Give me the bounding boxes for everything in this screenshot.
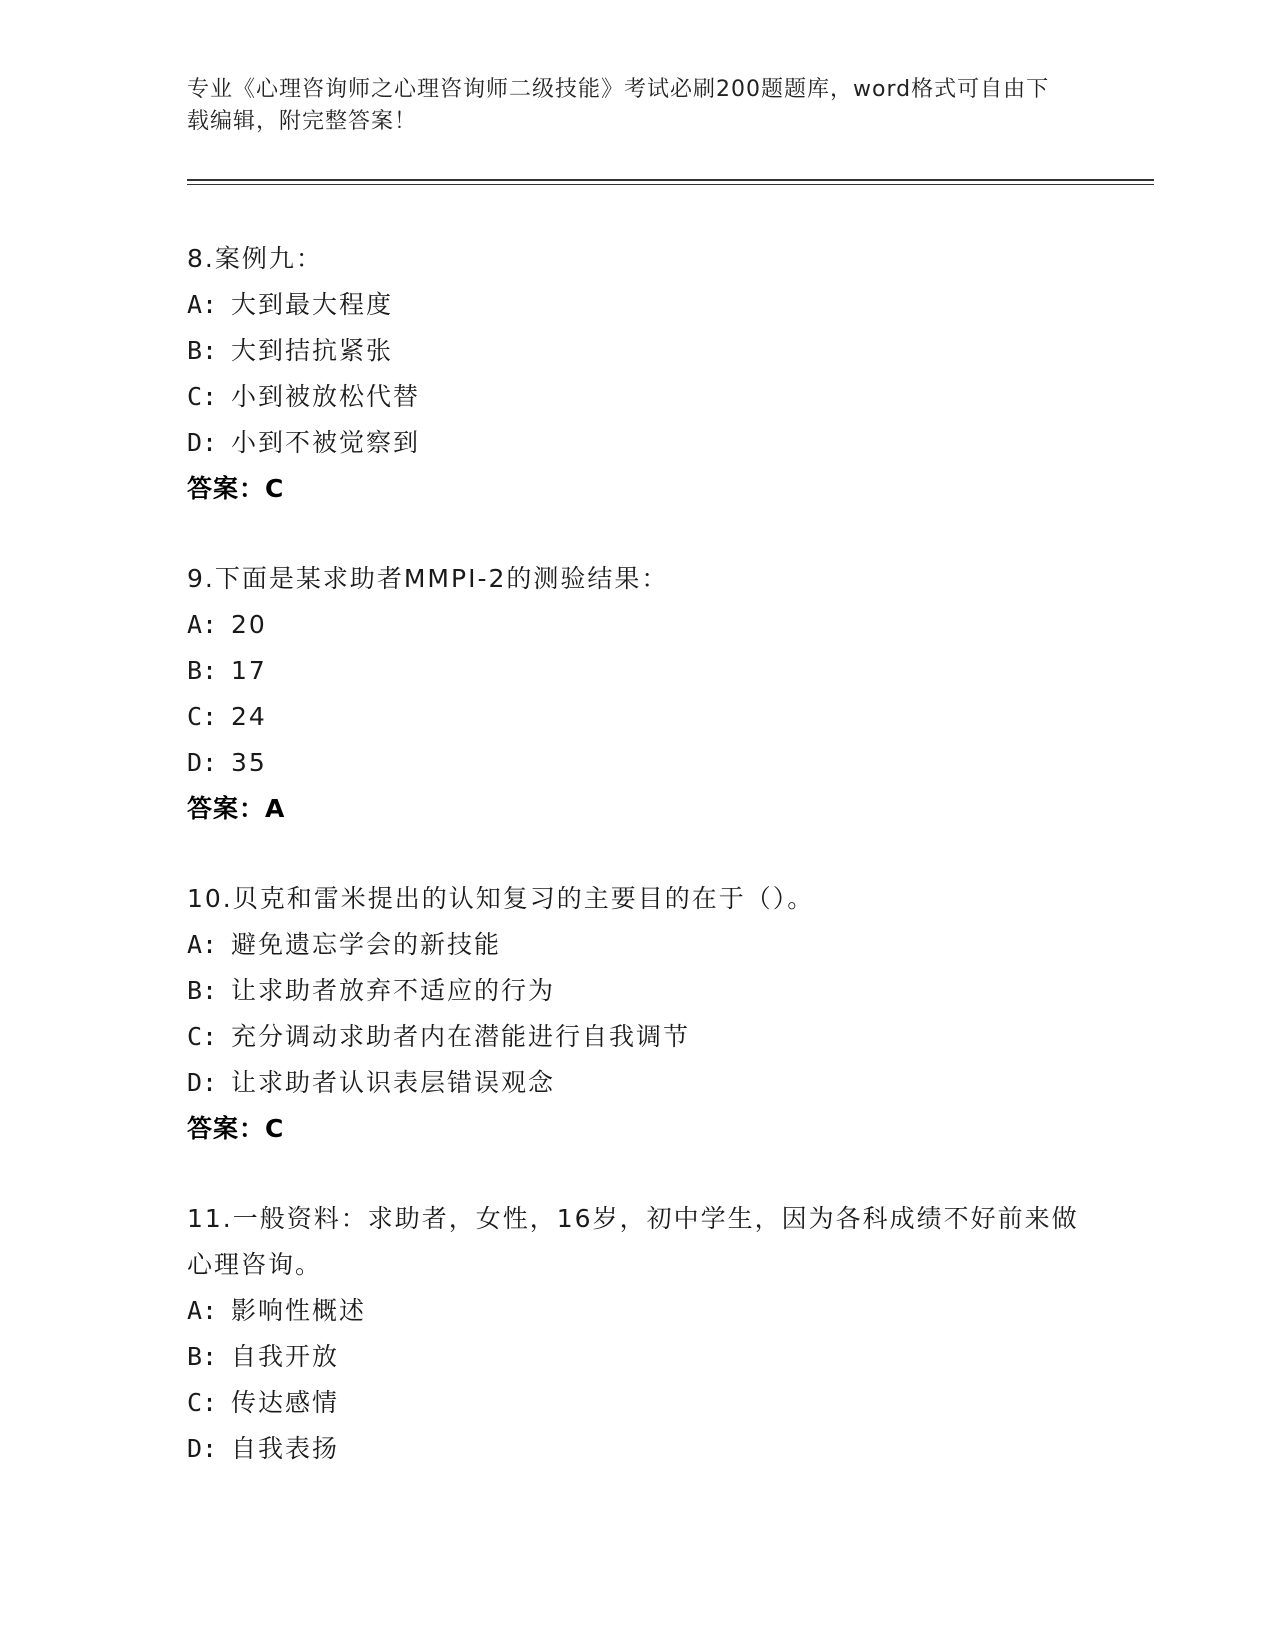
option-text: 35	[231, 748, 267, 777]
option-text: 自我开放	[231, 1342, 340, 1371]
option-text: 自我表扬	[231, 1434, 340, 1463]
option-text: 24	[231, 702, 267, 731]
question-item	[187, 876, 1087, 1152]
option-c	[187, 1014, 1087, 1060]
option-letter: A:	[187, 1296, 218, 1325]
option-letter: B:	[187, 976, 218, 1005]
option-b	[187, 328, 1087, 374]
option-letter: B:	[187, 336, 218, 365]
option-text: 充分调动求助者内在潜能进行自我调节	[231, 1022, 691, 1051]
option-text: 避免遗忘学会的新技能	[231, 930, 502, 959]
option-letter: C:	[187, 1388, 218, 1417]
option-letter: C:	[187, 1022, 218, 1051]
option-text: 小到不被觉察到	[231, 428, 421, 457]
option-text: 让求助者认识表层错误观念	[231, 1068, 556, 1097]
option-c	[187, 694, 1087, 740]
option-a	[187, 282, 1087, 328]
question-item	[187, 556, 1087, 832]
answer-line: 答案：A	[187, 794, 286, 823]
question-stem: 9.下面是某求助者MMPI-2的测验结果：	[187, 564, 669, 593]
option-letter: D:	[187, 428, 218, 457]
option-text: 让求助者放弃不适应的行为	[231, 976, 556, 1005]
question-item	[187, 236, 1087, 512]
option-b	[187, 1334, 1087, 1380]
option-c	[187, 1380, 1087, 1426]
option-text: 大到最大程度	[231, 290, 394, 319]
option-letter: B:	[187, 1342, 218, 1371]
option-d	[187, 1060, 1087, 1106]
option-b	[187, 968, 1087, 1014]
option-letter: D:	[187, 1068, 218, 1097]
question-stem: 8.案例九：	[187, 244, 323, 273]
header-divider-thick	[187, 179, 1154, 181]
option-letter: C:	[187, 702, 218, 731]
option-text: 小到被放松代替	[231, 382, 421, 411]
question-stem: 10.贝克和雷米提出的认知复习的主要目的在于（）。	[187, 884, 815, 913]
option-d	[187, 740, 1087, 786]
document-header: 专业《心理咨询师之心理咨询师二级技能》考试必刷200题题库，word格式可自由下载编辑，附完整答案！	[187, 77, 1050, 134]
option-letter: A:	[187, 610, 218, 639]
header-divider-thin	[187, 184, 1154, 185]
option-text: 20	[231, 610, 267, 639]
option-text: 传达感情	[231, 1388, 340, 1417]
option-letter: D:	[187, 1434, 218, 1463]
option-letter: A:	[187, 290, 218, 319]
option-a	[187, 1288, 1087, 1334]
option-c	[187, 374, 1087, 420]
option-b	[187, 648, 1087, 694]
option-text: 大到拮抗紧张	[231, 336, 394, 365]
option-letter: B:	[187, 656, 218, 685]
question-stem: 11.一般资料：求助者，女性，16岁，初中学生，因为各科成绩不好前来做心理咨询。	[187, 1204, 1079, 1279]
answer-line: 答案：C	[187, 1114, 285, 1143]
question-item	[187, 1196, 1087, 1472]
question-list	[187, 236, 1087, 1516]
option-d	[187, 420, 1087, 466]
option-letter: C:	[187, 382, 218, 411]
option-a	[187, 922, 1087, 968]
option-letter: D:	[187, 748, 218, 777]
option-letter: A:	[187, 930, 218, 959]
option-text: 17	[231, 656, 267, 685]
option-d	[187, 1426, 1087, 1472]
option-text: 影响性概述	[231, 1296, 367, 1325]
answer-line: 答案：C	[187, 474, 285, 503]
option-a	[187, 602, 1087, 648]
